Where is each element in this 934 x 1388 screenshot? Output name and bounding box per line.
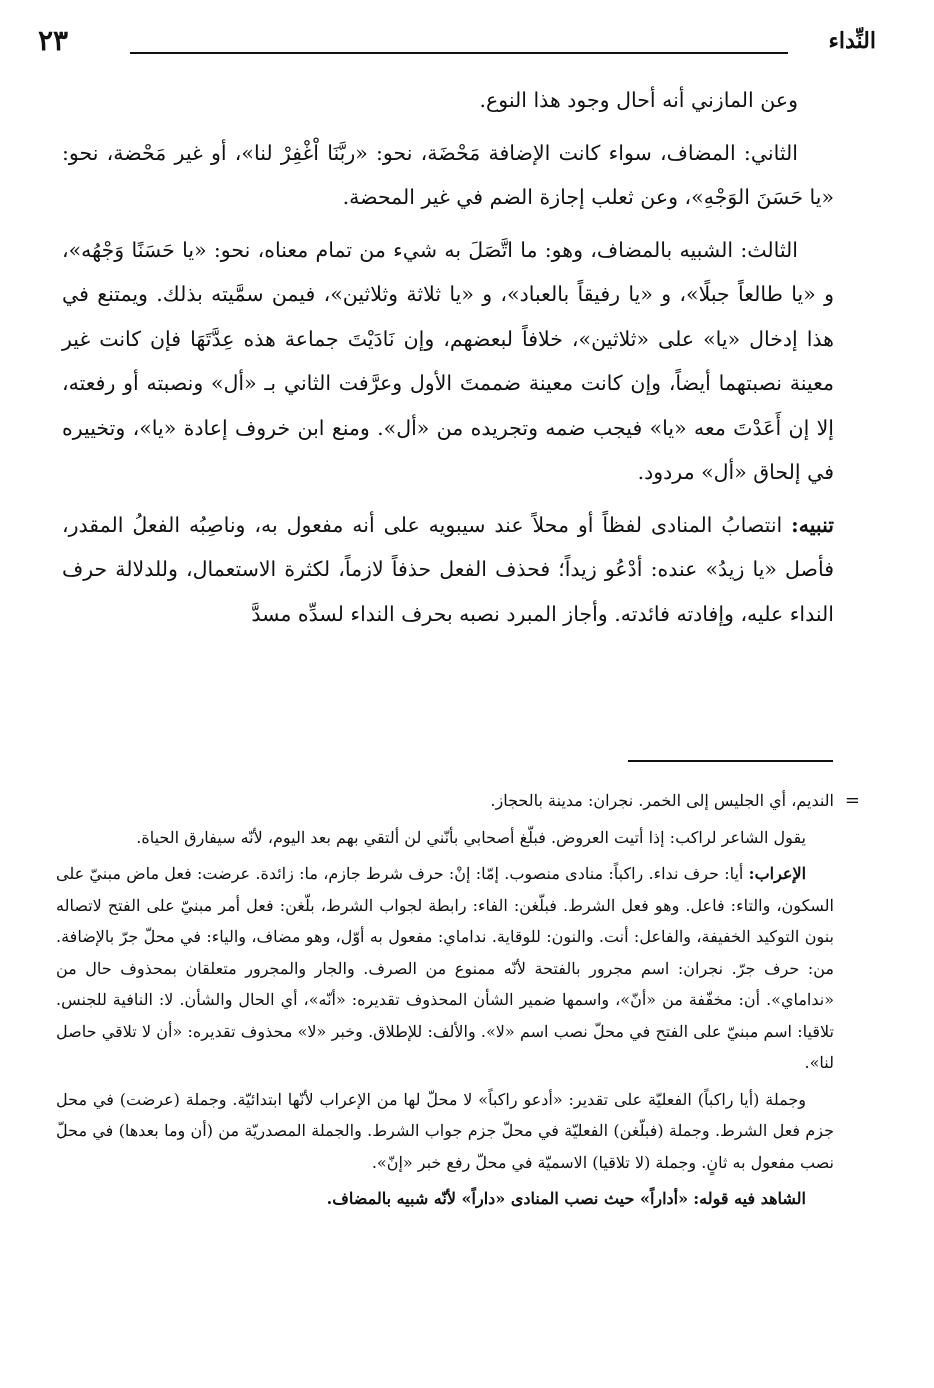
parsing-label: الإعراب: [748,864,807,883]
footnote-text-1: النديم، أي الجليس إلى الخمر. نجران: مدينة بالحجاز. [490,791,834,810]
paragraph-1: وعن المازني أنه أحال وجود هذا النوع. [479,88,798,112]
chapter-title: النِّداء [828,28,876,54]
footnote-evidence [56,1183,834,1215]
parsing-text: أيا: حرف نداء. راكباً: منادى منصوب. إمّا: إنْ: حرف شرط جازم، ما: زائدة. عرضت: فعل ماض مبنيّ على السكون، والتاء: فاعل. وهو فعل الشرط. فبلّغن: الفاء: رابطة لجواب الشرط، بلّغن: فعل أمر مبنيّ على الفتح لاتصاله بنون التوكيد الخفيفة، والفاعل: أنت. والنون: للوقاية. نداماي: مفعول به أوّل، وهو مضاف، والياء: في محلّ جرّ بالإضافة. من: حرف جرّ. نجران: اسم مجرور بالفتحة لأنّه ممنوع من الصرف. والجار والمجرور متعلقان بمحذوف حال من «نداماي». أن: مخفّفة من «أنّ»، واسمها ضمير الشأن المحذوف تقديره: «أنّه»، أي الحال والشأن. لا: النافية للجنس. تلاقيا: اسم مبنيّ على الفتح في محلّ نصب اسم «لا». والألف: للإطلاق. وخبر «لا» محذوف تقديره: «أن لا تلاقي حاصل لنا». [56,864,835,1072]
footnote-sentences: وجملة (أيا راكباً) الفعليّة على تقدير: «أدعو راكباً» لا محلّ لها من الإعراب لأنّها ابتدائيّة. وجملة (عرضت) في محل جزم فعل الشرط. وجملة (فبلّغن) الفعليّة في محلّ جزم جواب الشرط. والجملة المصدريّة من (أن وما بعدها) في محلّ نصب مفعول به ثانٍ. وجملة (لا تلاقيا) الاسميّة في محلّ رفع خبر «إنّ». [56,1089,834,1172]
note-label: تنبيه: [791,512,834,537]
page-number: ٢٣ [38,24,69,57]
continuation-mark: = [844,790,860,811]
paragraph-4 [62,503,834,637]
footnote-meaning: يقول الشاعر لراكب: إذا أتيت العروض. فبلّغ أصحابي بأنّني لن ألتقي بهم بعد اليوم، لأنّه سيفارق الحياة. [136,827,806,847]
evidence-text: «أداراً» حيث نصب المنادى «داراً» لأنّه شبيه بالمضاف. [326,1189,689,1208]
footnote-parsing [56,858,834,1079]
paragraph-2: الثاني: المضاف، سواء كانت الإضافة مَحْضَة، نحو: «ربَّنَا اْغْفِرْ لنا»، أو غير مَحْضة، نحو: «يا حَسَنَ الوَجْهِ»، وعن ثعلب إجازة الضم في غير المحضة. [62,140,834,209]
footnotes [56,785,860,1220]
main-text [62,78,834,644]
footnote-separator [628,760,833,762]
paragraph-3: الثالث: الشبيه بالمضاف، وهو: ما اتَّصَلَ به شيء من تمام معناه، نحو: «يا حَسَنًا وَجْهُه»، و «يا طالعاً جبلًا»، و «يا رفيقاً بالعباد»، و «يا ثلاثة وثلاثين»، فيمن سمَّيته بذلك. ويمتنع في هذا إدخال «يا» على «ثلاثين»، خلافاً لبعضهم، وإن نَادَيْتَ جماعة هذه عِدَّتَهَا فإن كانت غير معينة نصبتهما أيضاً، وإن كانت معينة ضممتَ الأول وعرَّفت الثاني بـ «أل» ونصبته أو رفعته، إلا إن أَعَدْتَ معه «يا» فيجب ضمه وتجريده من «أل». ومنع ابن خروف إعادة «يا»، وتخييره في إلحاق «أل» مردود. [62,237,834,484]
evidence-label: الشاهد فيه قوله: [693,1189,806,1208]
header-rule [130,52,788,54]
page-header [38,24,876,68]
footnote-continued [56,785,860,817]
note-text: انتصابُ المنادى لفظاً أو محلاً عند سيبويه على أنه مفعول به، وناصِبُه الفعلُ المقدر، فأصل «يا زيدُ» عنده: أدْعُو زيداً؛ فحذف الفعل حذفاً لازماً، لكثرة الاستعمال، وللدلالة حرف النداء عليه، وإفادته فائدته. وأجاز المبرد نصبه بحرف النداء لسدِّه مسدَّ [62,512,834,626]
